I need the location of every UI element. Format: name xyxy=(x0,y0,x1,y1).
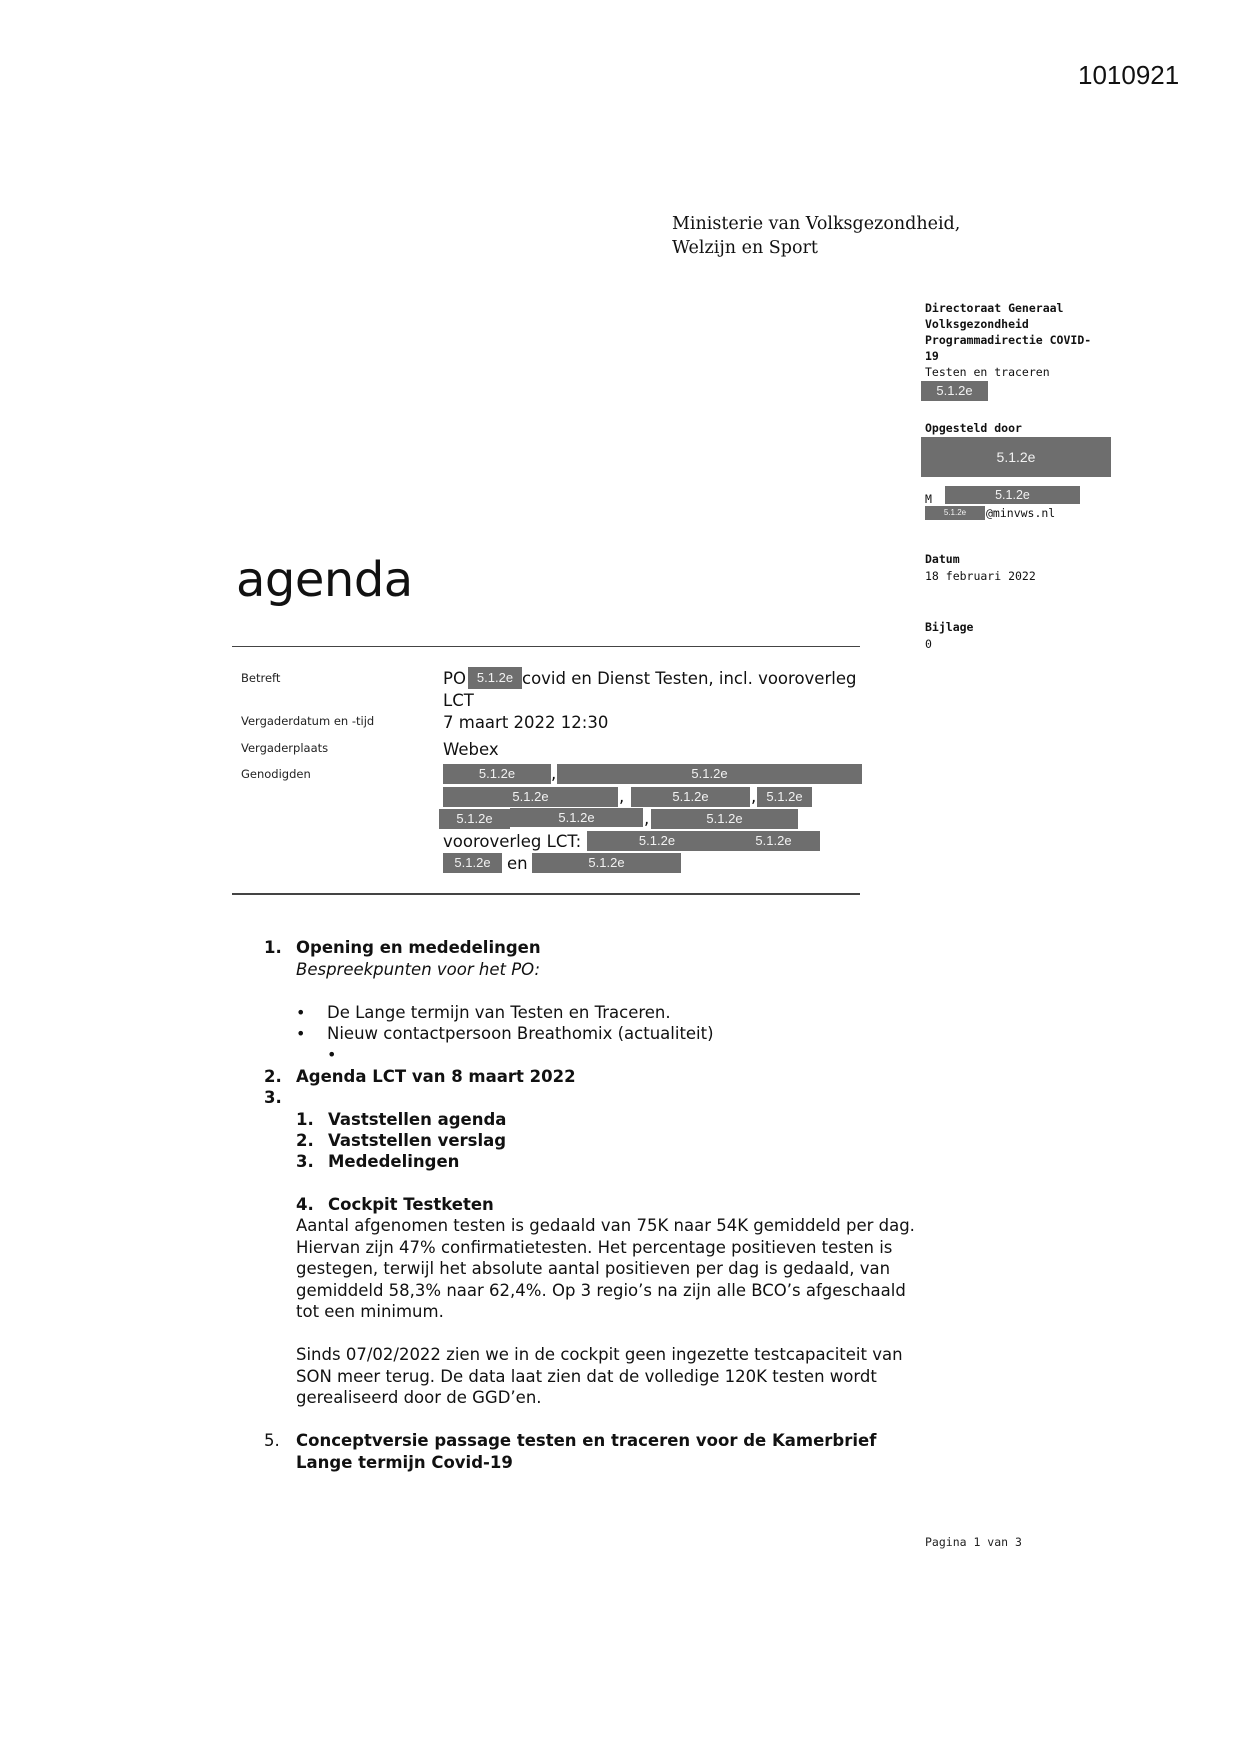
redaction-box: 5.1.2e xyxy=(921,437,1111,477)
separator-comma: , xyxy=(644,809,650,828)
paragraph-line: SON meer terug. De data laat zien dat de volledige 120K testen wordt xyxy=(296,1366,877,1386)
redaction-box: 5.1.2e xyxy=(439,809,510,829)
redaction-box: 5.1.2e xyxy=(587,831,727,851)
ministry-line-1: Ministerie van Volksgezondheid, xyxy=(672,214,961,234)
dept-line-4: 19 xyxy=(925,349,939,363)
dept-line-2: Volksgezondheid xyxy=(925,317,1029,331)
item-1-title: Opening en mededelingen xyxy=(296,938,541,957)
bullet-dot: • xyxy=(296,1003,306,1022)
redaction-box: 5.1.2e xyxy=(557,764,862,784)
ministry-name xyxy=(672,212,960,260)
item-5-title-line-1: Conceptversie passage testen en traceren voor de Kamerbrief xyxy=(296,1431,877,1450)
redaction-box: 5.1.2e xyxy=(757,787,812,807)
item-2-number: 2. xyxy=(264,1067,282,1086)
date-label: Datum xyxy=(925,552,960,566)
attachment-value: 0 xyxy=(925,637,932,651)
and-word: en xyxy=(507,854,528,873)
redaction-box: 5.1.2e xyxy=(925,506,985,520)
paragraph-line: gemiddeld 58,3% naar 62,4%. Op 3 regio’s na zijn alle BCO’s afgeschaald xyxy=(296,1280,906,1300)
subitem-2-title: Vaststellen verslag xyxy=(328,1131,507,1150)
redaction-box: 5.1.2e xyxy=(727,831,820,851)
page-title: agenda xyxy=(236,552,413,608)
bullet-dot: • xyxy=(327,1045,337,1064)
subitem-3-title: Mededelingen xyxy=(328,1152,460,1171)
separator-comma: , xyxy=(751,787,757,806)
cockpit-paragraph-2 xyxy=(296,1344,903,1409)
subject-value: covid en Dienst Testen, incl. vooroverleg xyxy=(522,669,857,688)
ministry-line-2: Welzijn en Sport xyxy=(672,238,818,258)
redaction-box: 5.1.2e xyxy=(443,853,502,873)
paragraph-line: gerealiseerd door de GGD’en. xyxy=(296,1388,542,1407)
subject-line-2: LCT xyxy=(443,691,474,710)
subitem-3-number: 3. xyxy=(296,1152,314,1171)
mobile-label: M xyxy=(925,492,932,506)
page-number: Pagina 1 van 3 xyxy=(925,1535,1022,1549)
separator-comma: , xyxy=(551,764,557,783)
subitem-1-number: 1. xyxy=(296,1110,314,1129)
subject-label: Betreft xyxy=(241,671,281,685)
divider xyxy=(232,893,860,895)
invited-label: Genodigden xyxy=(241,767,311,781)
redaction-box: 5.1.2e xyxy=(945,486,1080,504)
paragraph-line: Hiervan zijn 47% confirmatietesten. Het percentage positieven testen is xyxy=(296,1237,893,1257)
redaction-box: 5.1.2e xyxy=(532,853,681,873)
paragraph-line: Aantal afgenomen testen is gedaald van 75K naar 54K gemiddeld per dag. xyxy=(296,1216,915,1235)
bullet-item-1: De Lange termijn van Testen en Traceren. xyxy=(327,1003,671,1022)
redaction-box: 5.1.2e xyxy=(631,787,750,807)
item-5-title-line-2: Lange termijn Covid-19 xyxy=(296,1452,513,1472)
date-value: 18 februari 2022 xyxy=(925,569,1036,583)
subitem-4-title: Cockpit Testketen xyxy=(328,1195,494,1214)
redaction-box: 5.1.2e xyxy=(468,667,522,689)
redaction-box: 5.1.2e xyxy=(651,809,798,829)
department-block xyxy=(925,300,1091,380)
dept-line-3: Programmadirectie COVID- xyxy=(925,333,1092,347)
dept-subline: Testen en traceren xyxy=(925,365,1050,379)
cockpit-paragraph-1 xyxy=(296,1215,915,1323)
subitem-1-title: Vaststellen agenda xyxy=(328,1110,507,1129)
dept-line-1: Directoraat Generaal xyxy=(925,301,1064,315)
email-suffix: @minvws.nl xyxy=(986,506,1056,520)
item-1-number: 1. xyxy=(264,938,282,957)
place-value: Webex xyxy=(443,740,499,759)
pre-meeting-label: vooroverleg LCT: xyxy=(443,832,582,851)
subitem-4-number: 4. xyxy=(296,1195,314,1214)
attachment-label: Bijlage xyxy=(925,620,974,634)
bullet-dot: • xyxy=(296,1024,306,1043)
place-label: Vergaderplaats xyxy=(241,741,329,755)
redaction-box: 5.1.2e xyxy=(921,381,988,401)
item-1-subtitle: Bespreekpunten voor het PO: xyxy=(296,960,541,979)
paragraph-line: Sinds 07/02/2022 zien we in de cockpit geen ingezette testcapaciteit van xyxy=(296,1345,903,1364)
subject-prefix: PO xyxy=(443,669,466,688)
datetime-value: 7 maart 2022 12:30 xyxy=(443,713,609,732)
item-2-title: Agenda LCT van 8 maart 2022 xyxy=(296,1067,576,1086)
redaction-box: 5.1.2e xyxy=(443,764,551,784)
separator-comma: , xyxy=(619,787,625,806)
document-number: 1010921 xyxy=(1078,60,1180,90)
subitem-2-number: 2. xyxy=(296,1131,314,1150)
item-5-title xyxy=(296,1430,876,1473)
item-5-number: 5. xyxy=(264,1431,280,1450)
bullet-item-2: Nieuw contactpersoon Breathomix (actualiteit) xyxy=(327,1024,714,1043)
redaction-box: 5.1.2e xyxy=(510,808,643,827)
paragraph-line: tot een minimum. xyxy=(296,1302,444,1321)
item-3-number: 3. xyxy=(264,1088,282,1107)
divider xyxy=(232,646,860,647)
drafted-by-label: Opgesteld door xyxy=(925,421,1022,435)
paragraph-line: gestegen, terwijl het absolute aantal positieven per dag is gedaald, van xyxy=(296,1259,891,1278)
redaction-box: 5.1.2e xyxy=(443,787,618,807)
datetime-label: Vergaderdatum en -tijd xyxy=(241,714,375,728)
